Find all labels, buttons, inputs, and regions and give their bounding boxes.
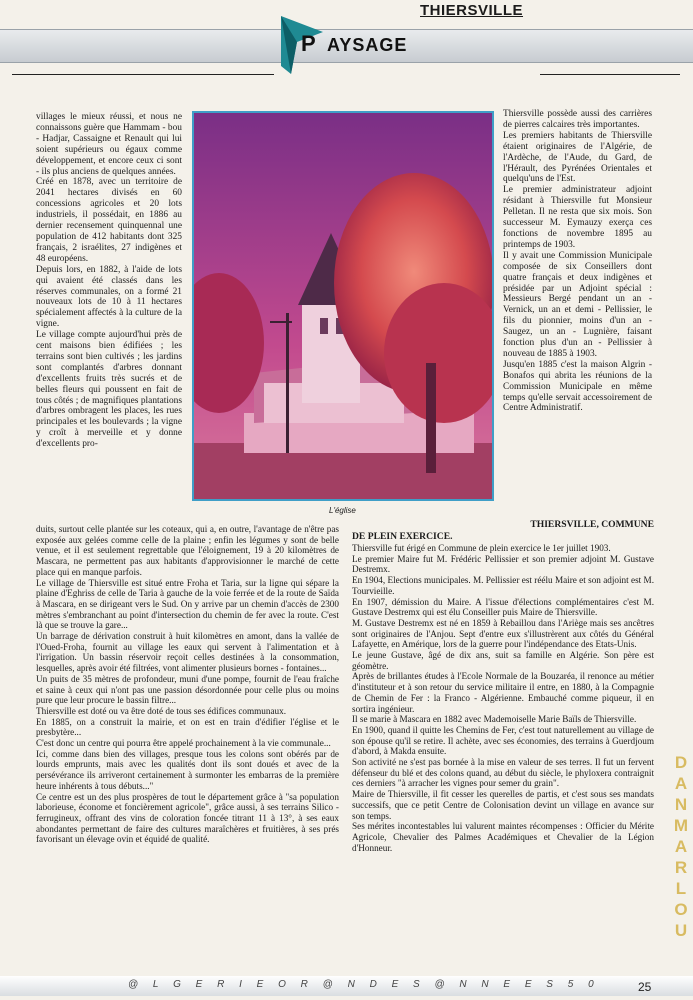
photo-caption: L'église xyxy=(329,506,356,515)
column-left xyxy=(36,112,182,450)
paragraph: En 1900, quand il quitte les Chemins de Fer, c'est tout naturellement au village de son épouse qu'il se retire. Il achète, avec ses économies, des terrains à Guerdjoum d'abord, à Makda ensuite. xyxy=(352,724,654,757)
section-logo-p-icon xyxy=(277,12,327,78)
paragraph: Le premier administrateur adjoint résidant à Thiersville fut Monsieur Pelletan. Il ne resta que six mois. Son successeur M. Eymauzy exerça ces fonctions de novembre 1895 au printemps de 1903. xyxy=(503,185,652,250)
paragraph: Le jeune Gustave, âgé de dix ans, suit sa famille en Algérie. Son père est géomètre. xyxy=(352,650,654,671)
paragraph: En 1907, démission du Maire. A l'issue d'élections complémentaires c'est M. Gustave Destremx qui est élu Conseiller puis Maire de Thiersville. xyxy=(352,596,654,618)
page-number: 25 xyxy=(638,980,652,994)
paragraph: Un puits de 35 mètres de profondeur, muni d'une pompe, fournit de l'eau fraîche et saine à ceux qui n'ont pas une passion désordonnée pour celle plus ou moins pure que leur procure le bassin filtre... xyxy=(36,673,339,706)
footer-series-title: @ L G E R I E O R @ N D E S @ N N E E S 5 0 xyxy=(128,979,600,990)
column-right xyxy=(503,109,652,414)
subheading-line-1: THIERSVILLE, COMMUNE xyxy=(530,519,654,530)
paragraph: villages le mieux réussi, et nous ne connaissons guère que Hammam - bou - Hadjar, Cassaigne et Renault qui lui soient supérieurs ou égaux comme développement, et encore ceux ci sont - ils plus anciens de quelques années. xyxy=(36,112,182,177)
section-initial: P xyxy=(301,31,316,56)
paragraph: Créé en 1878, avec un territoire de 2041 hectares divisés en 60 concessions agricoles et 20 lots industriels, il possédait, en 1886 au dernier recensement quinquennal une population de 412 habitants dont 325 français, 2 israélites, 27 indigènes et 48 européens. xyxy=(36,177,182,264)
paragraph: Jusqu'en 1885 c'est la maison Algrin - Bonafos qui abrita les réunions de la Commission Municipale en même temps qu'elle servait accessoirement de Centre Administratif. xyxy=(503,359,652,414)
paragraph: Ses mérites incontestables lui valurent maintes récompenses : Officier du Mérite Agricole, Chevalier des Palmes Académiques et Chevalier de la Légion d'Honneur. xyxy=(352,821,654,853)
header-rule-left xyxy=(12,74,274,75)
paragraph: Le village compte aujourd'hui près de cent maisons bien édifiées ; les terrains sont bien cultivés ; les jardins sont complantés d'arbres donnant d'excellents fruits très sucrés et de belles fleurs qui poussent en fait de tous côtés ; de magnifiques plantations d'arbres ombragent les places, les rues principales et les boulevards ; la vigne y croît à merveille et y donne d'excellents pro- xyxy=(36,330,182,450)
paragraph: M. Gustave Destremx est né en 1859 à Rebaillou dans l'Ariège mais ses ancêtres sont originaires de l'Anjou. Sept d'entre eux s'illustrèrent aux côtés du Général Lafayette, en Amérique, lors de la guerre pour l'indépendance des Etats-Unis. xyxy=(352,617,654,650)
paragraph: Après de brillantes études à l'Ecole Normale de la Bouzaréa, il renonce au métier d'instituteur et à son retour du service militaire il entre, en 1880, à la Compagnie de Chemin de Fer : la Franco - Algérienne. Embauché comme piqueur, il en sortira ingénieur. xyxy=(352,671,654,714)
paragraph: Les premiers habitants de Thiersville étaient originaires de l'Algérie, de l'Ardèche, de l'Aude, du Gard, de l'Hérault, des Pyrénées Orientales et quelqu'uns de l'Est. xyxy=(503,130,652,185)
church-scene-image xyxy=(194,113,492,499)
paragraph: Un barrage de dérivation construit à huit kilomètres en amont, dans la vallée de l'Oued-Froha, fournit au village les eaux qui servent à l'alimentation et à l'irrigation. Un bassin réservoir reçoit celles destinées à la consommation, lesquelles, après avoir été filtrées, vont alimenter plusieurs bornes - fontaines... xyxy=(36,631,339,674)
column-wide-left xyxy=(36,524,339,845)
paragraph: duits, surtout celle plantée sur les coteaux, qui a, en outre, l'avantage de n'être pas exposée aux gelées comme celle de la plaine ; enfin les légumes y sont de belle venue, et il est seulement regrettable que l'éloignement, 19 à 20 kilomètres de Mascara, ne permettent pas aux habitants d'approvisionner le marché de cette place qui en manque parfois. xyxy=(36,524,339,577)
paragraph: Le village de Thiersville est situé entre Froha et Taria, sur la ligne qui sépare la plaine d'Eghriss de celle de Taria à gauche de la voie ferrée et de la route de Saïda à Mascara, en se dirigeant vers le Sud. On y arrive par un chemin d'accès de 2300 mètres s'embranchant au point d'intersection du chemin de fer avec la route. C'est là que se trouve la gare... xyxy=(36,577,339,631)
header-place-title: THIERSVILLE xyxy=(420,2,524,19)
paragraph: En 1904, Elections municipales. M. Pellissier est réélu Maire et son adjoint est M. Tourvieille. xyxy=(352,575,654,596)
paragraph: Thiersville est doté ou va être doté de tous ses édifices communaux. xyxy=(36,705,287,716)
paragraph: Ce centre est un des plus prospères de tout le département grâce à "sa population laborieuse, économe et foncièrement agricole", grâce aussi, à ses terrains Silico - ferrugineux, offrant des vins de coloration foncée titrant 11 à 13°, à ses eaux abondantes permettant de faire des cultures maraîchères et fruitières, à ses prés favorisant un élevage ovin et équidé de qualité. xyxy=(36,791,339,845)
paragraph: Thiersville possède aussi des carrières de pierres calcaires très importantes. xyxy=(503,109,652,130)
paragraph: En 1885, on a construit la mairie, et on est en train d'édifier l'église et le presbytère... xyxy=(36,716,339,738)
paragraph: Son activité ne s'est pas bornée à la mise en valeur de ses terres. Il fut un fervent défenseur du blé et des colons quand, au début du siècle, le phyloxera contraignit ces derniers "à arracher les vignes pour semer du grain". xyxy=(352,757,654,789)
paragraph: C'est donc un centre qui pourra être appelé prochainement à la vie communale... xyxy=(36,738,331,749)
subheading-line-2: DE PLEIN EXERCICE. xyxy=(352,531,453,542)
paragraph: Thiersville fut érigé en Commune de plein exercice le 1er juillet 1903. xyxy=(352,543,611,553)
paragraph: Il se marie à Mascara en 1882 avec Mademoiselle Marie Baïls de Thiersville. xyxy=(352,714,637,725)
paragraph: Le premier Maire fut M. Frédéric Pellissier et son premier adjoint M. Gustave Destremx. xyxy=(352,553,654,575)
watermark-signature: DANMARLOU xyxy=(673,753,689,940)
paragraph: Il y avait une Commission Municipale composée de six Conseillers dont quatre français et deux indigènes et présidée par un Adjoint spécial : Messieurs Bergé pendant un an - Vernick, un an et demi - Pellissier, le fils du pionnier, moins d'un an - Saugez, un an - Lugnière, faisant fonction plus d'un an - Pellissier à nouveau de 1885 à 1903. xyxy=(503,250,652,359)
header-rule-right xyxy=(540,74,680,75)
section-word: AYSAGE xyxy=(327,35,408,55)
paragraph: Ici, comme dans bien des villages, presque tous les colons sont obérés par de lourds emprunts, mais avec les qualités dont ils sont doués et avec de la persévérance ils arriveront certainement à surmonter les embarras de la première heure inhérents à tous débuts..." xyxy=(36,748,339,791)
church-photo xyxy=(192,111,494,501)
paragraph: Maire de Thiersville, il fit cesser les querelles de partis, et c'est sous ses mandats successifs, que ce petit Centre de Colonisation devint un village en avance sur son temps. xyxy=(352,789,654,821)
column-wide-right xyxy=(352,543,654,853)
paragraph: Depuis lors, en 1882, à l'aide de lots qui avaient été classés dans les réserves communales, on a formé 21 nouveaux lots de 10 à 11 hectares spécialement affectés à la culture de la vigne. xyxy=(36,264,182,330)
